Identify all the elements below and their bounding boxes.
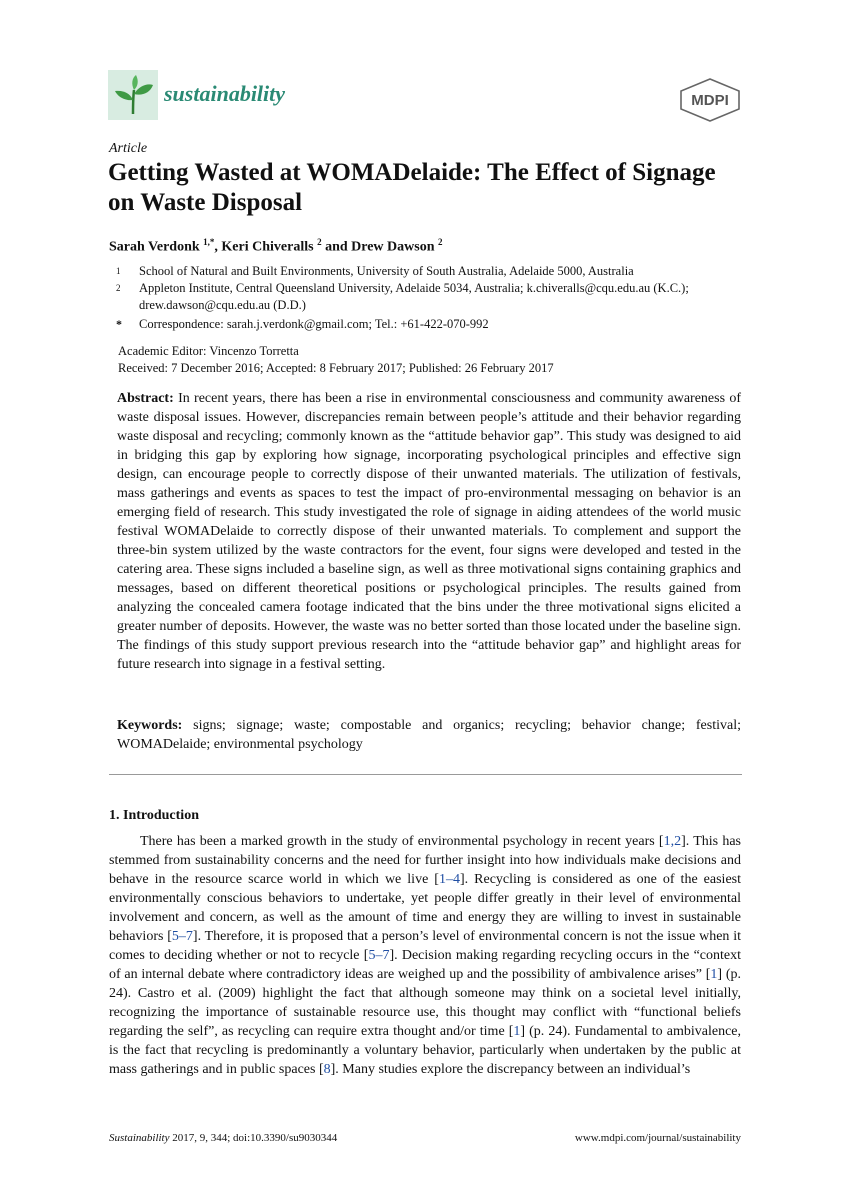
text-segment: ]. Many studies explore the discrepancy between an individual’s xyxy=(330,1062,691,1077)
journal-logo xyxy=(108,70,158,120)
text-segment: ]. Therefore, it is proposed that a person’s level of environmental concern is not the issue when it comes to deciding whether or not to recycle [ xyxy=(109,929,741,963)
author-list xyxy=(109,237,443,256)
author-name: Sarah Verdonk xyxy=(109,239,200,255)
journal-name: sustainability xyxy=(164,81,286,106)
text-segment: ] (p. 24). Fundamental to ambivalence, is the fact that recycling is predominantly a voluntary behavior, particularly when undertaken by the public at mass gatherings and in public spaces [ xyxy=(109,1024,741,1077)
author-separator: and xyxy=(321,239,352,255)
article-type: Article xyxy=(109,141,148,156)
correspondence-text: Correspondence: sarah.j.verdonk@gmail.com; Tel.: +61-422-070-992 xyxy=(139,317,489,331)
citation-link[interactable]: 5–7 xyxy=(368,948,390,963)
mdpi-logo-text: MDPI xyxy=(691,92,729,109)
author-affil-mark: 1,* xyxy=(203,237,215,247)
text-segment: ] (p. 24). Castro et al. (2009) highlight the fact that although someone may think on a societal level initially, recognizing the importance of sustainable resource use, this thought may conflict with “functional beliefs regarding the self”, as recycling can require extra thought and/or time [ xyxy=(109,967,741,1039)
plant-sprout-icon xyxy=(108,70,158,120)
abstract-label: Abstract: xyxy=(117,391,174,406)
affiliation-mark: * xyxy=(116,317,122,331)
text-segment: ]. Recycling is considered as one of the easiest environmentally conscious behaviors to undertake, yet people differ greatly in their level of environmental involvement and concern, as well as the amount of time and energy they are willing to invest in sustainable behaviors [ xyxy=(109,872,741,944)
introduction-paragraph xyxy=(109,832,741,1079)
mdpi-logo xyxy=(679,78,741,122)
text-segment: ]. Decision making regarding recycling occurs in the “context of an internal debate where contradictory ideas are weighed up and the possibility of ambivalence arises” [ xyxy=(109,948,741,982)
footer-journal: Sustainability xyxy=(109,1132,170,1144)
citation-link[interactable]: 1 xyxy=(513,1024,521,1039)
author-name: Drew Dawson xyxy=(351,239,435,255)
citation-link[interactable]: 5–7 xyxy=(171,929,193,944)
keywords-label: Keywords: xyxy=(117,718,183,733)
text-segment: ]. This has stemmed from sustainability concerns and the need for further insight into how individuals make decisions and behave in the resource scarce world in which we live [ xyxy=(109,834,741,887)
keywords-text: signs; signage; waste; compostable and organics; recycling; behavior change; festival; WOMADelaide; environmental psychology xyxy=(117,718,741,752)
article-dates: Received: 7 December 2016; Accepted: 8 February 2017; Published: 26 February 2017 xyxy=(118,361,554,375)
academic-editor: Academic Editor: Vincenzo Torretta xyxy=(118,344,299,358)
author-affil-mark: 2 xyxy=(438,237,443,247)
affiliation-text: Appleton Institute, Central Queensland University, Adelaide 5034, Australia; k.chiveralls@cqu.edu.au (K.C.); drew.dawson@cqu.edu.au (D.D.) xyxy=(139,281,689,312)
affiliation-mark: 2 xyxy=(116,283,121,293)
article-title: Getting Wasted at WOMADelaide: The Effect of Signage on Waste Disposal xyxy=(108,159,716,216)
footer-url[interactable]: www.mdpi.com/journal/sustainability xyxy=(574,1132,741,1144)
abstract-text: In recent years, there has been a rise in environmental consciousness and community awareness of waste disposal issues. However, discrepancies remain between people’s attitude and their behavior regarding waste disposal and recycling; commonly known as the “attitude behavior gap”. This study was designed to aid in bridging this gap by exploring how signage, incorporating psychological principles and effective sign design, can encourage people to correctly dispose of their unwanted materials. The utilization of festivals, mass gatherings and events as spaces to test the impact of pro-environmental messaging on behavior is an emerging field of research. This study investigated the role of signage in aiding attendees of the world music festival WOMADelaide to correctly dispose of their unwanted materials. To complement and support the three-bin system utilized by the waste contractors for the event, four signs were developed and tested in the catering area. These signs included a baseline sign, as well as three motivational signs containing graphics and messages, based on different theoretical positions or psychological principles. The results gained from analyzing the concealed camera footage indicated that the bins under the three motivational signs elicited a greater number of deposits. However, the waste was no better sorted than those located under the baseline sign. The findings of this study support previous research into the “attitude behavior gap” and highlight areas for future research into signage in a festival setting. xyxy=(117,391,742,672)
section-divider xyxy=(109,774,742,775)
author-affil-mark: 2 xyxy=(317,237,322,247)
affiliation-text: School of Natural and Built Environments, University of South Australia, Adelaide 5000, Australia xyxy=(139,264,634,278)
author-separator: , xyxy=(214,239,222,255)
footer-citation-details: 2017, 9, 344; doi:10.3390/su9030344 xyxy=(169,1132,338,1144)
affiliation-mark: 1 xyxy=(116,266,121,276)
citation-link[interactable]: 8 xyxy=(323,1062,331,1077)
footer-citation xyxy=(109,1132,337,1144)
abstract xyxy=(117,389,741,674)
citation-link[interactable]: 1–4 xyxy=(438,872,460,887)
keywords xyxy=(117,716,741,754)
author-name: Keri Chiveralls xyxy=(221,239,314,255)
citation-link[interactable]: 1,2 xyxy=(663,834,682,849)
text-segment: There has been a marked growth in the study of environmental psychology in recent years [ xyxy=(140,834,664,849)
section-heading-introduction: 1. Introduction xyxy=(109,808,199,823)
citation-link[interactable]: 1 xyxy=(710,967,718,982)
